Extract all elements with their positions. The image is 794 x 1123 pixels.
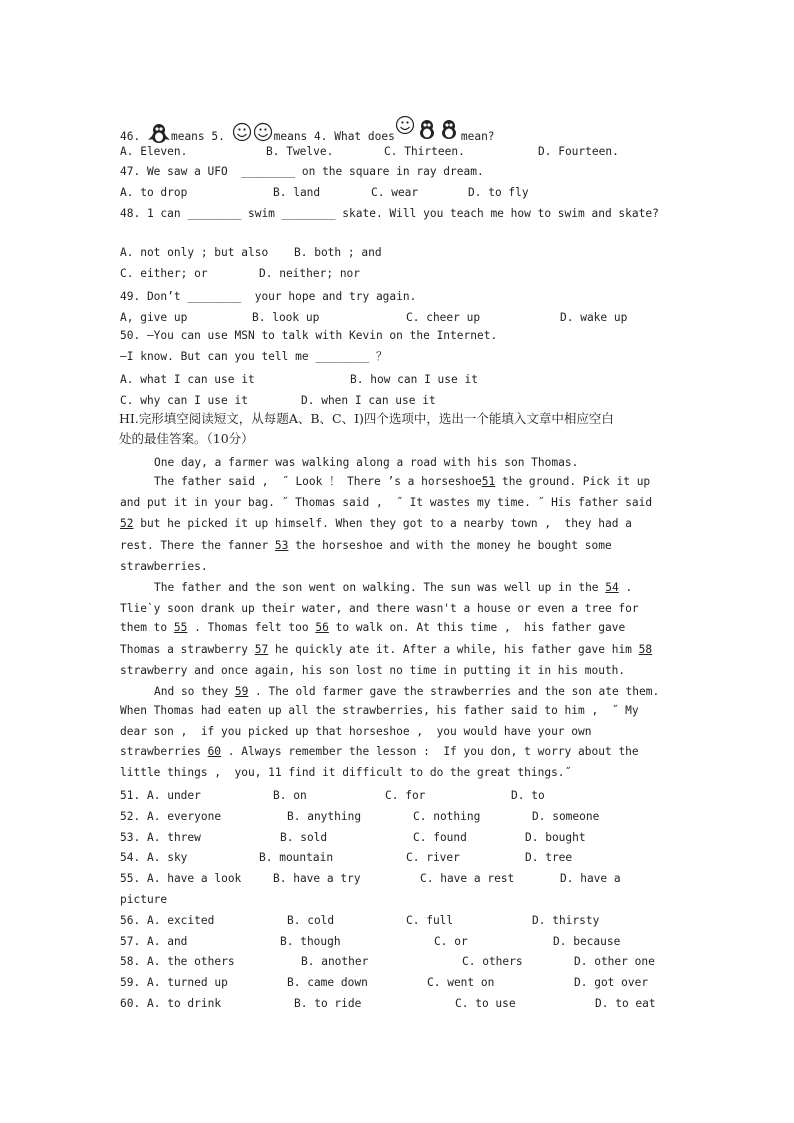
option-a: A. the others [147,955,235,968]
means-4-text: means 4. What does [273,130,395,143]
answer-row-52: 52. A. everyone B. anything C. nothing D. someone [120,810,600,823]
section-heading-line-2: 处的最佳答案。（10分） [119,431,254,446]
option-a: A. to drop [120,186,188,199]
option-c: C. either; or [120,267,208,280]
passage-line-16: little things , you, 11 find it difficult to do the great things.˝ [120,766,572,779]
answer-row-55-wrap: picture [120,893,168,906]
option-b: B. land [273,186,321,199]
option-b: B. Twelve. [266,145,334,158]
option-d: D. wake up [560,311,628,324]
option-d: D. someone [532,810,600,823]
blank-58: 58 [638,643,653,656]
option-a: A. to drink [147,997,222,1010]
question-46 [120,116,495,145]
option-c: C. others [462,955,523,968]
answer-row-60: 60. A. to drink B. to ride C. to use D. to eat [120,997,656,1010]
option-b: B. look up [252,311,320,324]
option-d: D. have a [560,872,621,885]
answer-row-53: 53. A. threw B. sold C. found D. bought [120,831,586,844]
option-a: A. have a look [147,872,242,885]
qq-penguin-icon [147,122,171,144]
option-c: C. went on [427,976,495,989]
option-c: C. cheer up [406,311,481,324]
passage-line-9: them to 55 . Thomas felt too 56 to walk on. At this time , his father gave [120,621,626,634]
option-d: D. to fly [468,186,529,199]
option-d: D. got over [574,976,649,989]
passage-line-8: Tlie`y soon drank up their water, and there wasn't a house or even a tree for [120,602,639,615]
passage-line-4: 52 but he picked it up himself. When they got to a nearby town , they had a [120,517,632,530]
blank-59: 59 [234,685,249,698]
option-a: A. and [147,935,188,948]
option-c: C. have a rest [420,872,515,885]
passage-line-12: And so they 59 . The old farmer gave the strawberries and the son ate them. [154,685,660,698]
option-a: A. Eleven. [120,145,188,158]
smiley-pair-icon [232,122,274,144]
section-heading-line-1: HI.完形填空阅读短文，从每题A、B、C、I)四个选项中，选出一个能填入文章中相应空白 [119,411,614,426]
blank-57: 57 [254,643,269,656]
option-b: B. how can I use it [350,373,478,386]
passage-line-7: The father and the son went on walking. The sun was well up in the 54 . [154,581,633,594]
option-d: D. thirsty [532,914,600,927]
option-d: D. other one [574,955,655,968]
answer-row-58: 58. A. the others B. another C. others D. other one [120,955,655,968]
option-a: A. what I can use it [120,373,255,386]
passage-line-13: When Thomas had eaten up all the strawberries, his father said to him , ˝ My [120,704,639,717]
blank-56: 56 [315,621,329,634]
option-a: A. not only ; but also [120,246,269,259]
option-b: B. though [280,935,341,948]
blank-51: 51 [481,475,496,488]
option-a: A. threw [147,831,201,844]
passage-line-10: Thomas a strawberry 57 he quickly ate it. After a while, his father gave him 58 [120,643,653,656]
option-d: D. bought [525,831,586,844]
option-a: A. turned up [147,976,228,989]
option-a: A. excited [147,914,215,927]
blank-54: 54 [605,581,619,594]
option-b: B. cold [287,914,335,927]
option-b: B. anything [287,810,362,823]
question-48: 48. 1 can ________ swim ________ skate. Will you teach me how to swim and skate? [120,207,659,220]
option-b: B. to ride [294,997,362,1010]
option-d: D. neither; nor [259,267,361,280]
option-b: B. on [273,789,307,802]
option-d: D. because [553,935,621,948]
option-a: A. under [147,789,201,802]
passage-line-3: and put it in your bag. ˝ Thomas said , ˝ It wastes my time. ˝ His father said [120,496,653,509]
passage-line-1: One day, a farmer was walking along a road with his son Thomas. [154,456,579,469]
option-a: A. sky [147,851,188,864]
answer-row-57: 57. A. and B. though C. or D. because [120,935,621,948]
option-c: C. to use [455,997,516,1010]
option-b: B. both ; and [294,246,382,259]
blank-53: 53 [274,539,289,552]
option-d: D. to [511,789,545,802]
option-c: C. Thirteen. [384,145,465,158]
option-c: C. or [434,935,468,948]
passage-line-2: The father said , ˝ Look ！ There ’s a horseshoe51 the ground. Pick it up [154,475,651,488]
passage-line-5: rest. There the fanner 53 the horseshoe and with the money he bought some [120,539,612,552]
answer-row-51: 51. A. under B. on C. for D. to [120,789,545,802]
option-d: D. to eat [595,997,656,1010]
answer-row-59: 59. A. turned up B. came down C. went on D. got over [120,976,649,989]
answer-row-55: 55. A. have a look B. have a try C. have a rest D. have a [120,872,621,885]
option-c: C. found [413,831,467,844]
mean-text: mean? [460,130,495,143]
smiley-penguin-combo-icon [395,116,461,142]
option-b: B. sold [280,831,328,844]
option-a: A. everyone [147,810,222,823]
option-a: A, give up [120,311,188,324]
blank-60: 60 [207,745,222,758]
option-c: C. wear [371,186,419,199]
option-b: B. came down [287,976,368,989]
passage-line-15: strawberries 60 . Always remember the lesson : If you don, t worry about the [120,745,639,758]
option-b: B. another [301,955,369,968]
answer-row-54: 54. A. sky B. mountain C. river D. tree [120,851,573,864]
option-c: C. nothing [413,810,481,823]
option-b: B. mountain [259,851,334,864]
option-d: D. Fourteen. [538,145,619,158]
option-d: D. when I can use it [301,394,436,407]
option-c: C. full [406,914,454,927]
question-50: 50. —You can use MSN to talk with Kevin on the Internet. [120,329,498,342]
question-49: 49. Don’t ________ your hope and try again. [120,290,417,303]
blank-52: 52 [120,517,134,530]
passage-line-6: strawberries. [120,560,208,573]
option-c: C. river [406,851,460,864]
question-number: 46. [120,130,141,143]
means-5-text: means 5. [170,130,225,143]
passage-line-14: dear son , if you picked up that horseshoe , you would have your own [120,725,592,738]
option-b: B. have a try [273,872,361,885]
blank-55: 55 [173,621,188,634]
passage-line-11: strawberry and once again, his son lost no time in putting it in his mouth. [120,664,626,677]
option-d: D. tree [525,851,573,864]
question-50-reply: —I know. But can you tell me ________ ？ [120,350,388,363]
answer-row-56: 56. A. excited B. cold C. full D. thirsty [120,914,600,927]
question-47: 47. We saw a UFO ________ on the square in ray dream. [120,165,484,178]
option-c: C. why can I use it [120,394,248,407]
option-c: C. for [385,789,426,802]
